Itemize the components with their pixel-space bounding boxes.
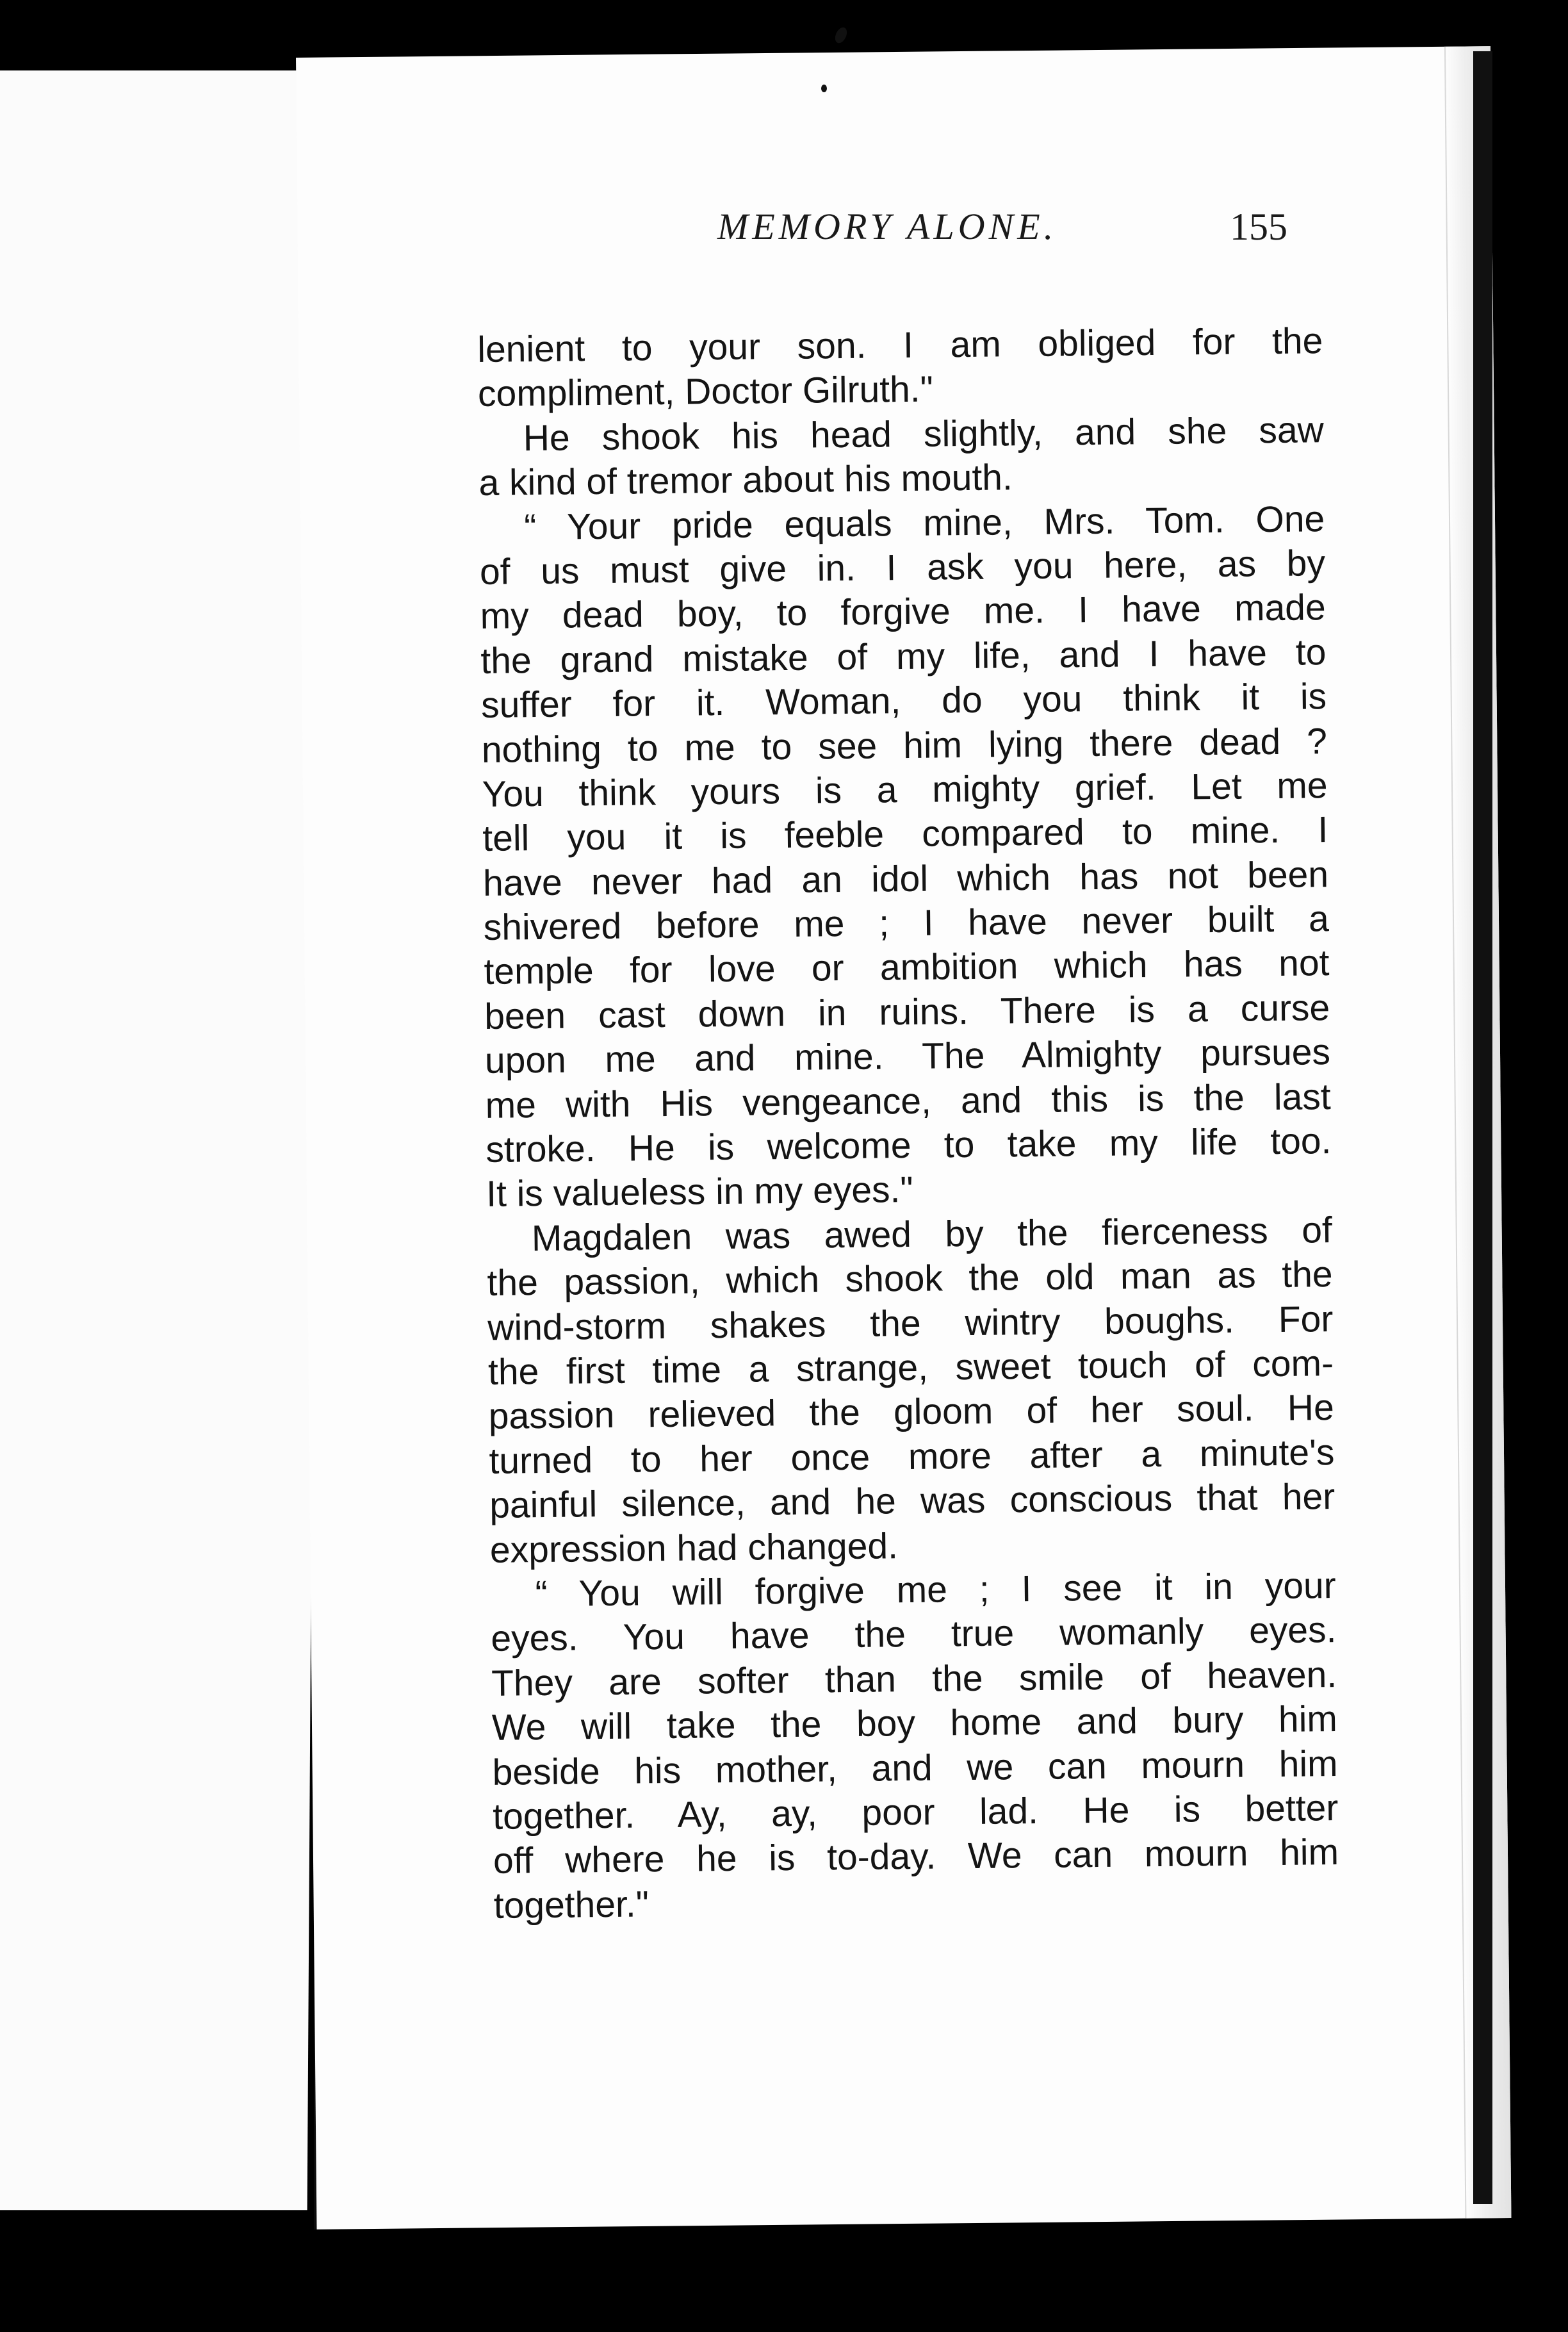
text-line: “ You will forgive me ; I see it in your [535, 1565, 1336, 1615]
text-line: You think yours is a mighty grief. Let me [482, 765, 1328, 815]
page-header [692, 205, 1300, 275]
text-line: passion relieved the gloom of her soul. He [488, 1387, 1335, 1438]
text-line: a kind of tremor about his mouth. [478, 457, 1013, 504]
text-line: suffer for it. Woman, do you think it is [480, 676, 1327, 727]
text-line: We will take the boy home and bury him [491, 1698, 1338, 1748]
text-line: the grand mistake of my life, and I have to [480, 631, 1327, 682]
text-line: turned to her once more after a minute's [489, 1431, 1335, 1482]
left-page [0, 70, 320, 2210]
text-line: wind-storm shakes the wintry boughs. For [487, 1298, 1334, 1349]
text-line: It is valueless in my eyes." [486, 1169, 913, 1215]
ink-speck [833, 26, 849, 45]
text-line: painful silence, and he was conscious that her [489, 1476, 1335, 1527]
text-line: lenient to your son. I am obliged for the [477, 320, 1323, 370]
text-line: been cast down in ruins. There is a curse [484, 987, 1330, 1037]
text-line: temple for love or ambition which has not [484, 942, 1330, 993]
text-line: of us must give in. I ask you here, as by [479, 543, 1326, 593]
body-text [477, 319, 1339, 1928]
text-line: have never had an idol which has not been [482, 853, 1329, 904]
text-line: my dead boy, to forgive me. I have made [480, 587, 1326, 637]
text-line: compliment, Doctor Gilruth." [477, 368, 934, 415]
text-line: nothing to me to see him lying there dead ? [481, 720, 1328, 771]
text-line: They are softer than the smile of heaven. [491, 1654, 1337, 1704]
ink-speck [821, 85, 827, 92]
page-number: 155 [1230, 206, 1287, 248]
scan-border [1473, 51, 1492, 2204]
text-line: “ Your pride equals mine, Mrs. Tom. One [523, 498, 1325, 548]
text-line: together. Ay, ay, poor lad. He is better [493, 1787, 1339, 1837]
text-line: eyes. You have the true womanly eyes. [491, 1609, 1337, 1660]
text-line: expression had changed. [489, 1525, 899, 1571]
text-line: the first time a strange, sweet touch of com- [487, 1343, 1334, 1393]
text-line: together." [493, 1884, 649, 1926]
text-line: off where he is to-day. We can mourn him [493, 1832, 1339, 1882]
text-line: He shook his head slightly, and she saw [523, 409, 1325, 459]
text-line: upon me and mine. The Almighty pursues [484, 1031, 1331, 1082]
text-line: the passion, which shook the old man as the [487, 1254, 1333, 1304]
running-title: MEMORY ALONE. [717, 206, 1058, 247]
text-line: tell you it is feeble compared to mine. I [482, 809, 1328, 860]
text-line: beside his mother, and we can mourn him [492, 1743, 1338, 1793]
text-line: Magdalen was awed by the fierceness of [531, 1209, 1333, 1259]
text-line: stroke. He is welcome to take my life too. [486, 1121, 1332, 1170]
text-line: shivered before me ; I have never built a [483, 898, 1330, 949]
text-line: me with His vengeance, and this is the last [485, 1076, 1331, 1126]
